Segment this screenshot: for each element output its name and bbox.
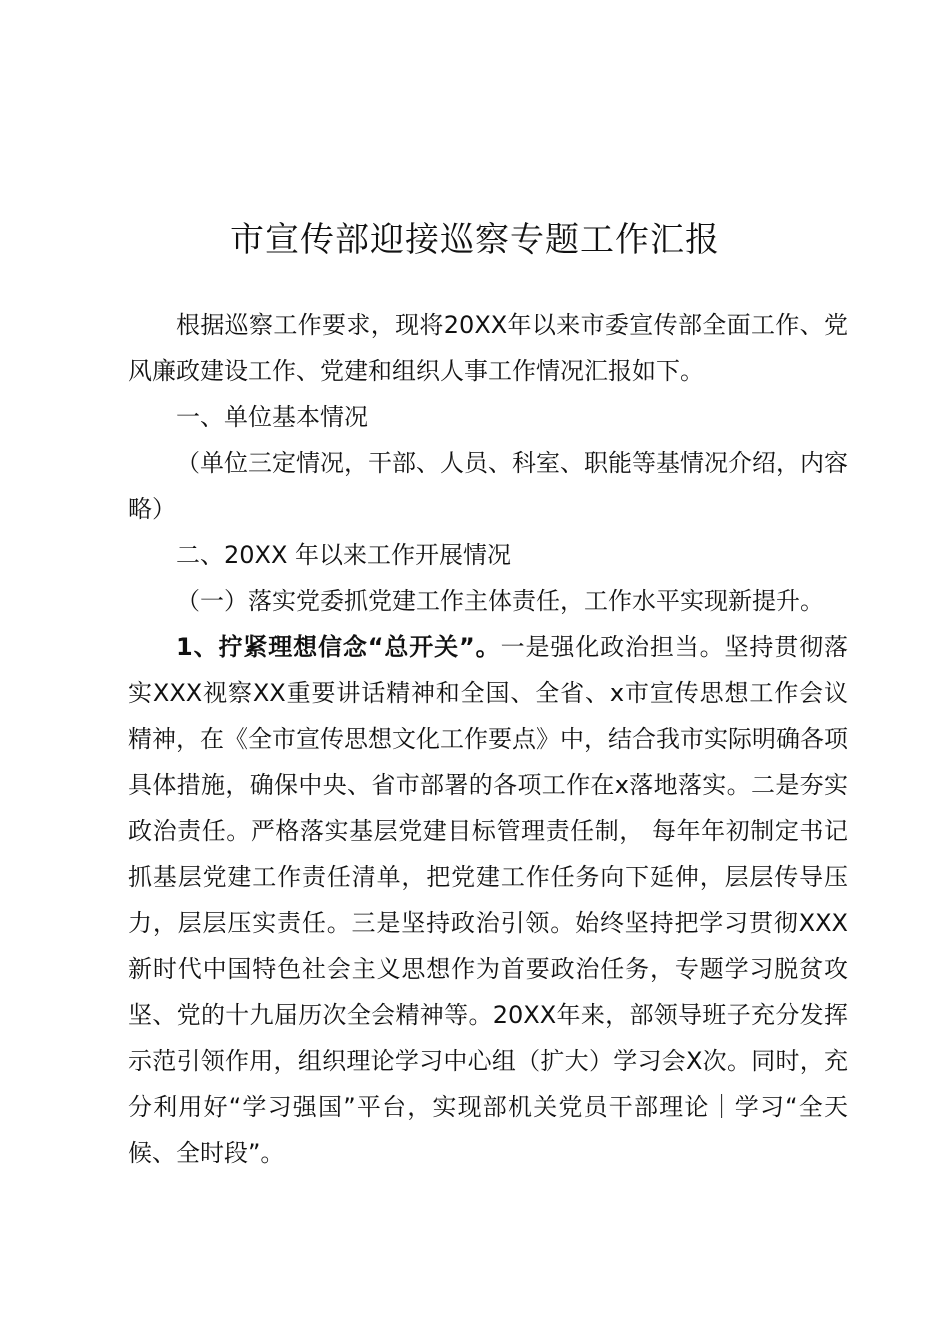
basic-info-note: （单位三定情况，干部、人员、科室、职能等基情况介绍，内容略） xyxy=(128,449,848,523)
section-heading-work-progress: 二、20XX 年以来工作开展情况 xyxy=(176,541,512,569)
intro-paragraph: 根据巡察工作要求，现将20XX年以来市委宣传部全面工作、党风廉政建设工作、党建和组织人事工作情况汇报如下。 xyxy=(128,311,848,385)
document-body xyxy=(128,302,848,1176)
subsection-heading-1: （一）落实党委抓党建工作主体责任，工作水平实现新提升。 xyxy=(176,587,824,615)
document-title: 市宣传部迎接巡察专题工作汇报 xyxy=(230,220,720,260)
section1-text: 一是强化政治担当。坚持贯彻落实XXX视察XX重要讲话精神和全国、全省、x市宣传思想工作会议精神，在《全市宣传思想文化工作要点》中，结合我市实际明确各项具体措施，确保中央、省市部署的各项工作在x落地落实。二是夯实政治责任。严格落实基层党建目标管理责任制， 每年年初制定书记抓基层党建工作责任清单，把党建工作任务向下延伸，层层传导压力，层层压实责任。三是坚持政治引领。始终坚持把学习贯彻XXX新时代中国特色社会主义思想作为首要政治任务，专题学习脱贫攻坚、党的十九届历次全会精神等。20XX年来，部领导班子充分发挥示范引领作用，组织理论学习中心组（扩大）学习会X次。同时，充分利用好“学习强国”平台，实现部机关党员干部理论｜学习“全天候、全时段”。 xyxy=(128,633,848,1167)
section1-heading: 1、拧紧理想信念“总开关”。 xyxy=(176,633,501,661)
section-heading-basic-info: 一、单位基本情况 xyxy=(176,403,368,431)
section1-paragraph xyxy=(128,624,848,1176)
